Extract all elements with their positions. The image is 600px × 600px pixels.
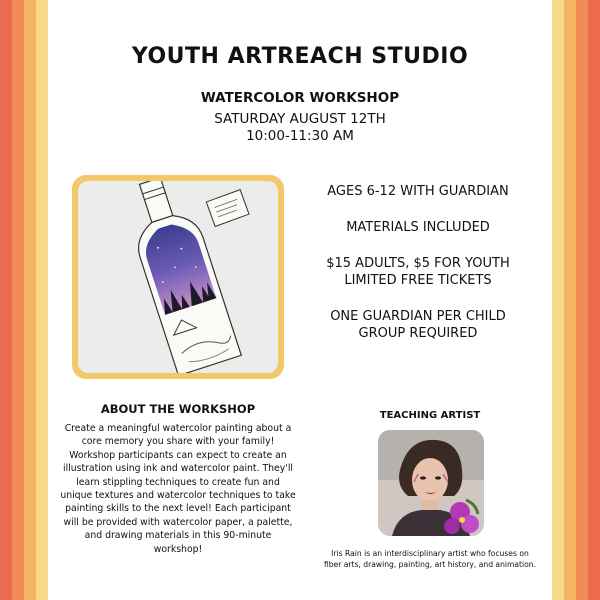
artist-bio: Iris Rain is an interdisciplinary artist who focuses on fiber arts, drawing, painting, art history, and animation. bbox=[323, 549, 537, 569]
detail-pricing: $15 ADULTS, $5 FOR YOUTH LIMITED FREE TICKETS bbox=[326, 256, 510, 288]
workshop-name: WATERCOLOR WORKSHOP bbox=[200, 90, 400, 106]
event-date-time bbox=[0, 111, 600, 145]
about-heading: ABOUT THE WORKSHOP bbox=[100, 402, 256, 416]
flyer-title: YOUTH ARTREACH STUDIO bbox=[131, 44, 469, 69]
about-description: Create a meaningful watercolor painting about a core memory you share with your family! Workshop participants can expect to create an illustration using ink and watercolor paint. They'll learn stippling techniques to create fun and unique textures and watercolor techniques to take painting skills to the next level! Each participant will be provided with watercolor paper, a palette, and drawing materials in this 90-minute workshop! bbox=[60, 423, 296, 555]
artist-photo bbox=[378, 430, 484, 536]
artist-portrait-image bbox=[378, 430, 484, 536]
bottle-illustration bbox=[78, 181, 278, 373]
teaching-artist-heading: TEACHING ARTIST bbox=[379, 410, 481, 421]
event-date: SATURDAY AUGUST 12TH bbox=[214, 111, 386, 127]
detail-guardian: ONE GUARDIAN PER CHILD GROUP REQUIRED bbox=[330, 309, 506, 341]
artwork-image-frame bbox=[72, 175, 284, 379]
detail-ages: AGES 6-12 WITH GUARDIAN bbox=[327, 184, 509, 199]
detail-materials: MATERIALS INCLUDED bbox=[346, 220, 490, 235]
event-details-list bbox=[300, 183, 536, 361]
event-time: 10:00-11:30 AM bbox=[246, 128, 354, 144]
bottle-artwork-image bbox=[78, 181, 278, 373]
